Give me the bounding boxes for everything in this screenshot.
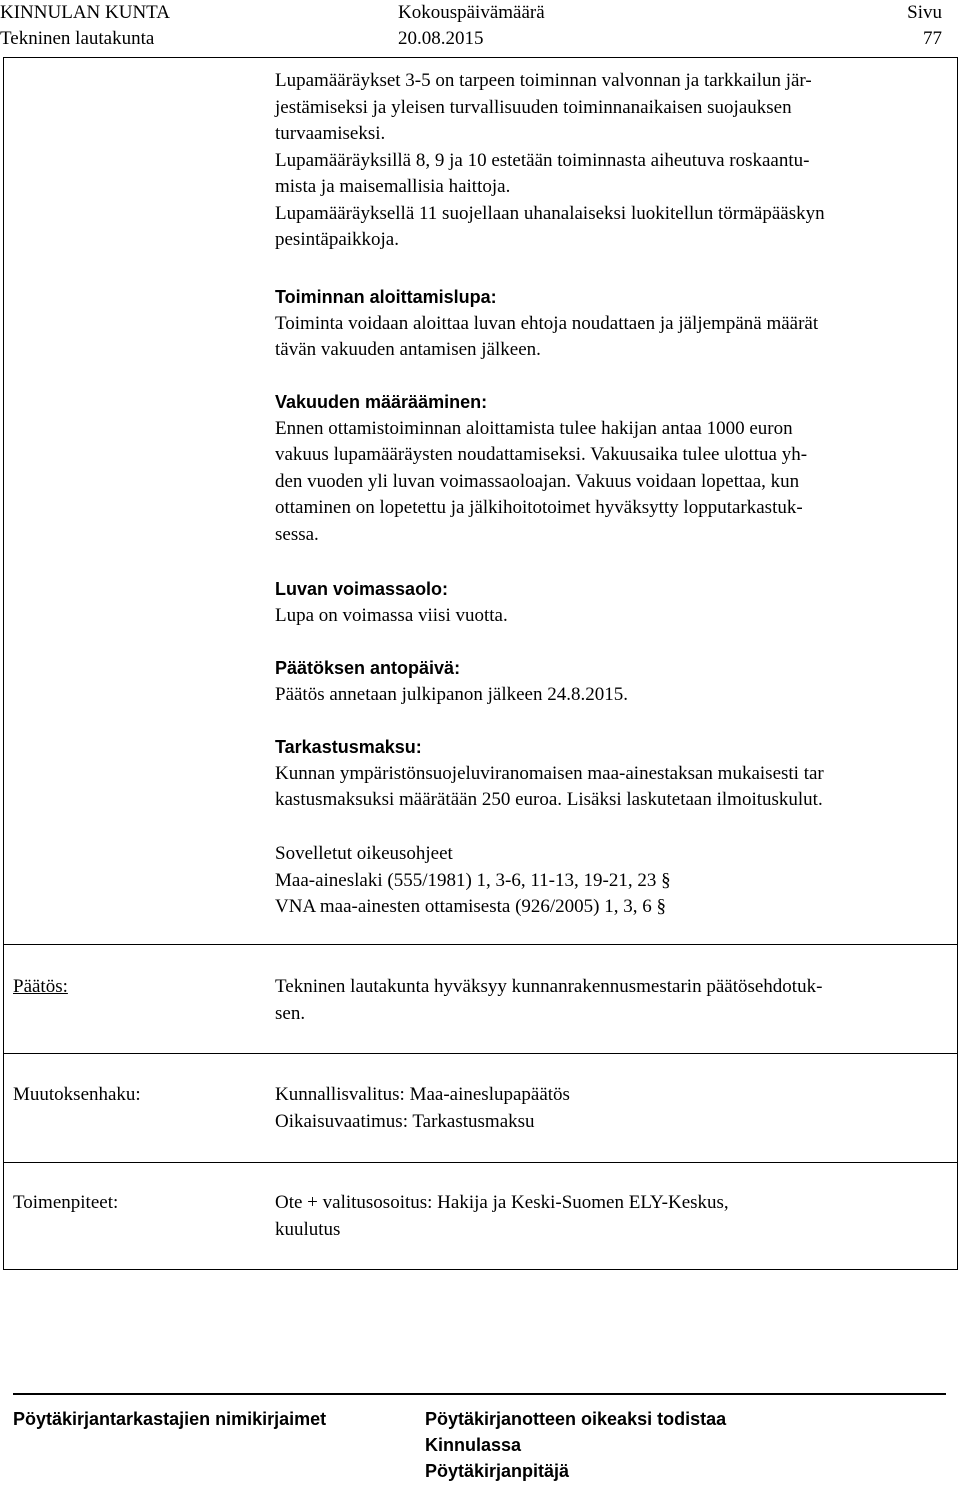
footer-cert-place: Kinnulassa — [425, 1435, 522, 1455]
appeal-line: Oikaisuvaatimus: Tarkastusmaksu — [275, 1110, 535, 1132]
section-line: Kunnan ympäristönsuojeluviranomaisen maa-ainestaksan mukaisesti tar — [275, 762, 824, 784]
legal-line: VNA maa-ainesten ottamisesta (926/2005) 1, 3, 6 § — [275, 896, 667, 917]
page-number: 77 — [923, 28, 942, 49]
legal-title: Sovelletut oikeusohjeet — [275, 843, 453, 864]
org-name: KINNULAN KUNTA — [0, 2, 170, 23]
actions-text — [275, 1190, 955, 1243]
section-line: sessa. — [275, 523, 319, 545]
footer-cert-line: Pöytäkirjanotteen oikeaksi todistaa — [425, 1409, 727, 1429]
section-line: den vuoden yli luvan voimassaoloajan. Vakuus voidaan lopettaa, kun — [275, 470, 800, 492]
intro-line: Lupamääräyksellä 11 suojellaan uhanalaiseksi luokitellun törmäpääskyn — [275, 202, 825, 224]
section-validity — [275, 576, 955, 629]
section-line: tävän vakuuden antamisen jälkeen. — [275, 339, 541, 360]
meeting-date: 20.08.2015 — [398, 28, 484, 49]
intro-line: pesintäpaikkoja. — [275, 229, 399, 250]
intro-line: Lupamääräyksillä 8, 9 ja 10 estetään toiminnasta aiheutuva roskaantu- — [275, 149, 810, 171]
appeal-label: Muutoksenhaku: — [13, 1084, 141, 1105]
legal-line: Maa-aineslaki (555/1981) 1, 3-6, 11-13, 19-21, 23 § — [275, 869, 671, 891]
actions-line: kuulutus — [275, 1218, 341, 1240]
section-line: Päätös annetaan julkipanon jälkeen 24.8.2015. — [275, 683, 628, 705]
section-line: kastusmaksuksi määrätään 250 euroa. Lisäksi laskutetaan ilmoituskulut. — [275, 789, 823, 810]
actions-line: Ote + valitusosoitus: Hakija ja Keski-Suomen ELY-Keskus, — [275, 1192, 729, 1213]
appeal-line: Kunnallisvalitus: Maa-aineslupapäätös — [275, 1084, 570, 1105]
section-inspection-fee — [275, 734, 955, 814]
section-heading: Päätöksen antopäivä: — [275, 658, 461, 678]
section-line: ottaminen on lopetettu ja jälkihoitotoimet hyväksytty lopputarkastuk- — [275, 497, 803, 518]
decision-line: sen. — [275, 1002, 306, 1024]
footer-rule — [13, 1393, 946, 1395]
section-line: Ennen ottamistoiminnan aloittamista tulee hakijan antaa 1000 euron — [275, 417, 793, 439]
section-heading: Luvan voimassaolo: — [275, 579, 449, 599]
intro-line: Lupamääräykset 3-5 on tarpeen toiminnan valvonnan ja tarkkailun jär- — [275, 70, 812, 91]
footer-cert-role: Pöytäkirjanpitäjä — [425, 1461, 570, 1481]
page-label: Sivu — [907, 2, 942, 23]
decision-line: Tekninen lautakunta hyväksyy kunnanrakennusmestarin päätösehdotuk- — [275, 976, 823, 997]
intro-line: jestämiseksi ja yleisen turvallisuuden toiminnanaikaisen suojauksen — [275, 96, 792, 118]
section-heading: Toiminnan aloittamislupa: — [275, 287, 497, 307]
decision-text — [275, 974, 955, 1027]
actions-label: Toimenpiteet: — [13, 1192, 119, 1213]
section-legal-references — [275, 841, 955, 921]
section-decision-date — [275, 655, 955, 708]
section-heading: Tarkastusmaksu: — [275, 737, 422, 757]
section-line: Toiminta voidaan aloittaa luvan ehtoja noudattaen ja jäljempänä määrät — [275, 312, 819, 334]
section-line: vakuus lupamääräysten noudattamiseksi. Vakuusaika tulee ulottua yh- — [275, 444, 808, 465]
date-label: Kokouspäivämäärä — [398, 2, 545, 23]
appeal-text — [275, 1082, 955, 1135]
decision-label: Päätös: — [13, 976, 68, 997]
intro-line: mista ja maisemallisia haittoja. — [275, 176, 511, 197]
section-line: Lupa on voimassa viisi vuotta. — [275, 604, 508, 626]
section-start-permit — [275, 284, 955, 364]
board-name: Tekninen lautakunta — [0, 28, 155, 49]
footer-inspectors-initials: Pöytäkirjantarkastajien nimikirjaimet — [13, 1409, 327, 1429]
section-heading: Vakuuden määrääminen: — [275, 392, 488, 412]
section-guarantee — [275, 389, 955, 548]
footer-certification — [425, 1406, 726, 1484]
intro-line: turvaamiseksi. — [275, 123, 386, 144]
intro-paragraph — [275, 68, 955, 254]
